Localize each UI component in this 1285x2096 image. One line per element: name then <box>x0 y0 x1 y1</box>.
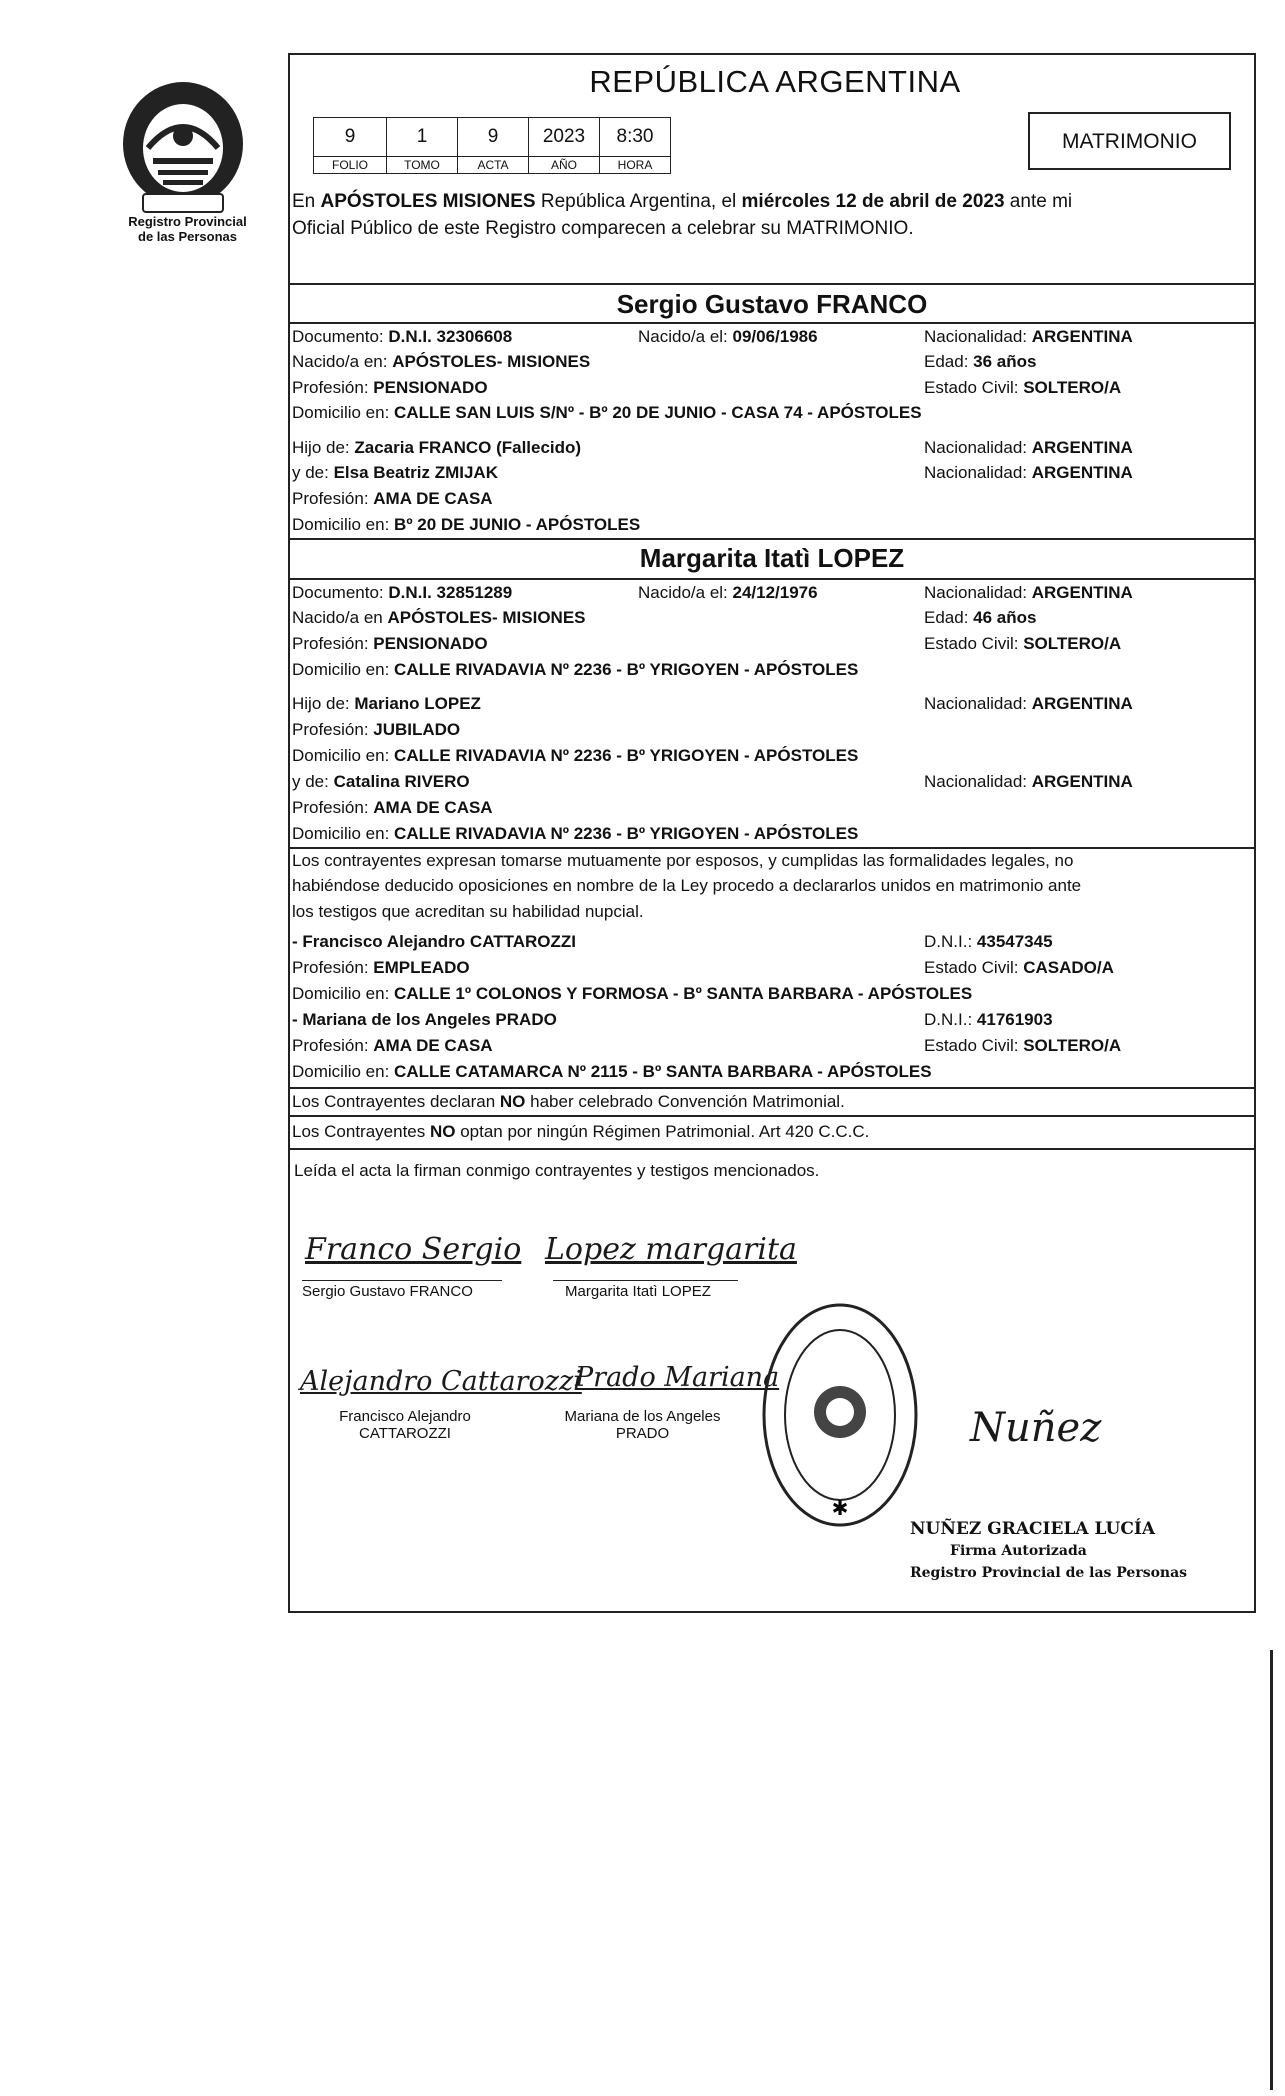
label: Nacido/a en <box>292 608 388 627</box>
witness2-dni <box>924 1010 1053 1030</box>
label: Estado Civil: <box>924 1036 1024 1055</box>
signature-caption-lopez: Margarita Itatì LOPEZ <box>565 1283 711 1300</box>
spouse2-profession <box>292 634 488 654</box>
value: Mariano LOPEZ <box>354 694 481 713</box>
spouse1-mother-nationality <box>924 463 1133 483</box>
spouse2-mother-nationality <box>924 772 1133 792</box>
spouse2-father-address <box>292 746 858 766</box>
convention-line-1 <box>292 1092 845 1112</box>
label: Profesión: <box>292 378 374 397</box>
value: CASADO/A <box>1023 958 1114 977</box>
label: Profesión: <box>292 798 374 817</box>
signature-line <box>553 1280 738 1281</box>
witness2-profession <box>292 1036 493 1056</box>
intro-date: miércoles 12 de abril de 2023 <box>741 191 1005 212</box>
witness1-dni <box>924 932 1053 952</box>
document-type-box: MATRIMONIO <box>1028 112 1231 170</box>
label: Estado Civil: <box>924 958 1024 977</box>
divider <box>288 1148 1256 1150</box>
value: ARGENTINA <box>1031 463 1133 482</box>
value: 46 años <box>973 608 1037 627</box>
record-label-acta: ACTA <box>458 157 529 174</box>
label: Documento: <box>292 327 389 346</box>
label: D.N.I.: <box>924 1010 977 1029</box>
value: ARGENTINA <box>1031 694 1133 713</box>
intro-text: ante mi <box>1004 191 1073 212</box>
value: ARGENTINA <box>1031 772 1133 791</box>
intro-line-2: Oficial Público de este Registro comparecen a celebrar su MATRIMONIO. <box>292 218 914 239</box>
signature-official: Nuñez <box>970 1405 1102 1451</box>
label: Edad: <box>924 352 974 371</box>
spouse2-mother-profession <box>292 798 493 818</box>
record-label-ano: AÑO <box>529 157 600 174</box>
official-role: Firma Autorizada <box>950 1543 1087 1559</box>
spouse2-document <box>292 583 512 603</box>
value: Elsa Beatriz ZMIJAK <box>333 463 498 482</box>
label: Nacionalidad: <box>924 772 1032 791</box>
divider <box>288 1115 1256 1117</box>
signature-caption-cattarozzi <box>330 1408 480 1442</box>
label: Nacionalidad: <box>924 463 1032 482</box>
witness1-name: - Francisco Alejandro CATTAROZZI <box>292 932 576 951</box>
record-label-hora: HORA <box>600 157 671 174</box>
intro-text: República Argentina, el <box>535 191 742 212</box>
value: EMPLEADO <box>373 958 470 977</box>
value: D.N.I. 32851289 <box>388 583 513 602</box>
value: ARGENTINA <box>1031 583 1133 602</box>
spouse2-name: Margarita Itatì LOPEZ <box>639 543 905 573</box>
spouse1-document <box>292 327 512 347</box>
registry-caption <box>100 214 275 244</box>
intro-place: APÓSTOLES MISIONES <box>320 191 536 212</box>
scan-edge-line <box>1270 1650 1273 2090</box>
convention-line-2 <box>292 1122 869 1142</box>
spouse1-mother-profession <box>292 489 493 509</box>
intro-line-1 <box>292 191 1072 213</box>
spouse1-age <box>924 352 1036 372</box>
signature-caption-franco: Sergio Gustavo FRANCO <box>302 1283 473 1300</box>
record-label-tomo: TOMO <box>387 157 458 174</box>
spouse1-mother <box>292 463 498 483</box>
label: D.N.I.: <box>924 932 977 951</box>
value: CALLE RIVADAVIA Nº 2236 - Bº YRIGOYEN - APÓSTOLES <box>394 746 859 765</box>
spouse2-address <box>292 660 858 680</box>
label: Nacido/a el: <box>638 583 733 602</box>
signature-line <box>302 1280 502 1281</box>
spouse2-birthplace <box>292 608 586 628</box>
label: Estado Civil: <box>924 378 1024 397</box>
label: Domicilio en: <box>292 515 395 534</box>
value: CALLE SAN LUIS S/Nº - Bº 20 DE JUNIO - CASA 74 - APÓSTOLES <box>394 403 922 422</box>
closing-statement: Leída el acta la firman conmigo contrayentes y testigos mencionados. <box>294 1161 820 1180</box>
spouse2-age <box>924 608 1036 628</box>
value: Bº 20 DE JUNIO - APÓSTOLES <box>394 515 641 534</box>
record-label-folio: FOLIO <box>314 157 387 174</box>
label: Nacionalidad: <box>924 327 1032 346</box>
witness1-address <box>292 984 972 1004</box>
declaration-line-2: habiéndose deducido oposiciones en nombre de la Ley procedo a declararlos unidos en matrimonio ante <box>292 876 1082 895</box>
value: SOLTERO/A <box>1023 1036 1122 1055</box>
value: CALLE 1º COLONOS Y FORMOSA - Bº SANTA BARBARA - APÓSTOLES <box>394 984 973 1003</box>
convention-emphasis: NO <box>429 1122 456 1141</box>
label: Profesión: <box>292 634 374 653</box>
divider <box>288 538 1256 540</box>
svg-text:✱: ✱ <box>831 1496 849 1520</box>
caption-line: PRADO <box>615 1425 670 1442</box>
spouse1-name: Sergio Gustavo FRANCO <box>616 289 928 319</box>
record-acta: 9 <box>458 118 529 157</box>
caption-line: CATTAROZZI <box>359 1425 451 1442</box>
signature-lopez: Lopez margarita <box>545 1232 797 1267</box>
spouse1-nationality <box>924 327 1133 347</box>
label: Estado Civil: <box>924 634 1024 653</box>
spouse1-address <box>292 403 922 423</box>
value: AMA DE CASA <box>373 489 493 508</box>
intro-text: En <box>292 191 321 212</box>
spouse2-father <box>292 694 481 714</box>
value: APÓSTOLES- MISIONES <box>387 608 586 627</box>
witness2-name: - Mariana de los Angeles PRADO <box>292 1010 557 1029</box>
spouse2-father-profession <box>292 720 460 740</box>
divider <box>288 1087 1256 1089</box>
provincial-seal-logo <box>108 76 258 216</box>
label: Domicilio en: <box>292 984 395 1003</box>
value: SOLTERO/A <box>1023 378 1122 397</box>
value: JUBILADO <box>373 720 461 739</box>
label: Domicilio en: <box>292 660 395 679</box>
label: Documento: <box>292 583 389 602</box>
spouse2-mother-address <box>292 824 858 844</box>
value: 41761903 <box>976 1010 1053 1029</box>
official-signature-block <box>910 1518 1187 1584</box>
value: PENSIONADO <box>373 378 488 397</box>
convention-text: Los Contrayentes <box>292 1122 430 1141</box>
value: CALLE CATAMARCA Nº 2115 - Bº SANTA BARBARA - APÓSTOLES <box>394 1062 932 1081</box>
spouse2-civil-status <box>924 634 1121 654</box>
label: Profesión: <box>292 720 374 739</box>
convention-text: Los Contrayentes declaran <box>292 1092 500 1111</box>
official-stamp <box>760 1300 920 1530</box>
spouse1-father-nationality <box>924 438 1133 458</box>
official-registry: Registro Provincial de las Personas <box>910 1565 1188 1581</box>
value: ARGENTINA <box>1031 327 1133 346</box>
signature-caption-prado <box>560 1408 725 1442</box>
signature-cattarozzi: Alejandro Cattarozzi <box>300 1366 582 1397</box>
country-title: REPÚBLICA ARGENTINA <box>589 64 961 99</box>
value: Catalina RIVERO <box>333 772 470 791</box>
spouse2-nationality <box>924 583 1133 603</box>
label: y de: <box>292 772 334 791</box>
divider <box>288 847 1256 849</box>
spouse1-born <box>638 327 818 347</box>
witness2-civil-status <box>924 1036 1121 1056</box>
signature-prado: Prado Mariana <box>575 1362 780 1393</box>
caption-line: Francisco Alejandro <box>339 1408 471 1425</box>
label: Profesión: <box>292 489 374 508</box>
spouse2-father-nationality <box>924 694 1133 714</box>
label: Nacionalidad: <box>924 694 1032 713</box>
declaration-line-3: los testigos que acreditan su habilidad nupcial. <box>292 902 644 921</box>
value: APÓSTOLES- MISIONES <box>392 352 591 371</box>
label: Domicilio en: <box>292 1062 395 1081</box>
value: D.N.I. 32306608 <box>388 327 513 346</box>
registry-caption-line-1: Registro Provincial <box>128 214 247 229</box>
witness1-profession <box>292 958 470 978</box>
label: Domicilio en: <box>292 403 395 422</box>
spouse1-mother-address <box>292 515 640 535</box>
record-ano: 2023 <box>529 118 600 157</box>
spouse1-civil-status <box>924 378 1121 398</box>
spouse1-birthplace <box>292 352 590 372</box>
label: Profesión: <box>292 1036 374 1055</box>
value: AMA DE CASA <box>373 798 493 817</box>
value: 24/12/1976 <box>732 583 818 602</box>
convention-emphasis: NO <box>499 1092 526 1111</box>
convention-text: optan por ningún Régimen Patrimonial. Art 420 C.C.C. <box>455 1122 870 1141</box>
value: Zacaria FRANCO (Fallecido) <box>354 438 582 457</box>
signature-franco: Franco Sergio <box>305 1232 522 1267</box>
spouse2-mother <box>292 772 470 792</box>
label: y de: <box>292 463 334 482</box>
spouse1-father <box>292 438 581 458</box>
label: Hijo de: <box>292 694 355 713</box>
spouse1-profession <box>292 378 488 398</box>
value: 09/06/1986 <box>732 327 818 346</box>
label: Nacido/a el: <box>638 327 733 346</box>
witness2-address <box>292 1062 932 1082</box>
value: SOLTERO/A <box>1023 634 1122 653</box>
value: CALLE RIVADAVIA Nº 2236 - Bº YRIGOYEN - APÓSTOLES <box>394 824 859 843</box>
label: Hijo de: <box>292 438 355 457</box>
declaration-line-1: Los contrayentes expresan tomarse mutuamente por esposos, y cumplidas las formalidades legales, no <box>292 851 1074 870</box>
label: Nacionalidad: <box>924 583 1032 602</box>
label: Nacido/a en: <box>292 352 393 371</box>
divider <box>288 578 1256 580</box>
record-folio: 9 <box>314 118 387 157</box>
value: AMA DE CASA <box>373 1036 493 1055</box>
value: CALLE RIVADAVIA Nº 2236 - Bº YRIGOYEN - APÓSTOLES <box>394 660 859 679</box>
divider <box>288 283 1256 285</box>
divider <box>288 322 1256 324</box>
label: Domicilio en: <box>292 824 395 843</box>
value: 36 años <box>973 352 1037 371</box>
official-name: NUÑEZ GRACIELA LUCÍA <box>910 1519 1156 1539</box>
record-table <box>313 117 671 174</box>
label: Profesión: <box>292 958 374 977</box>
label: Nacionalidad: <box>924 438 1032 457</box>
caption-line: Mariana de los Angeles <box>564 1408 721 1425</box>
witness1-civil-status <box>924 958 1114 978</box>
label: Domicilio en: <box>292 746 395 765</box>
value: 43547345 <box>976 932 1053 951</box>
value: PENSIONADO <box>373 634 488 653</box>
registry-caption-line-2: de las Personas <box>138 229 237 244</box>
record-tomo: 1 <box>387 118 458 157</box>
value: ARGENTINA <box>1031 438 1133 457</box>
convention-text: haber celebrado Convención Matrimonial. <box>525 1092 845 1111</box>
label: Edad: <box>924 608 974 627</box>
spouse2-born <box>638 583 818 603</box>
record-hora: 8:30 <box>600 118 671 157</box>
